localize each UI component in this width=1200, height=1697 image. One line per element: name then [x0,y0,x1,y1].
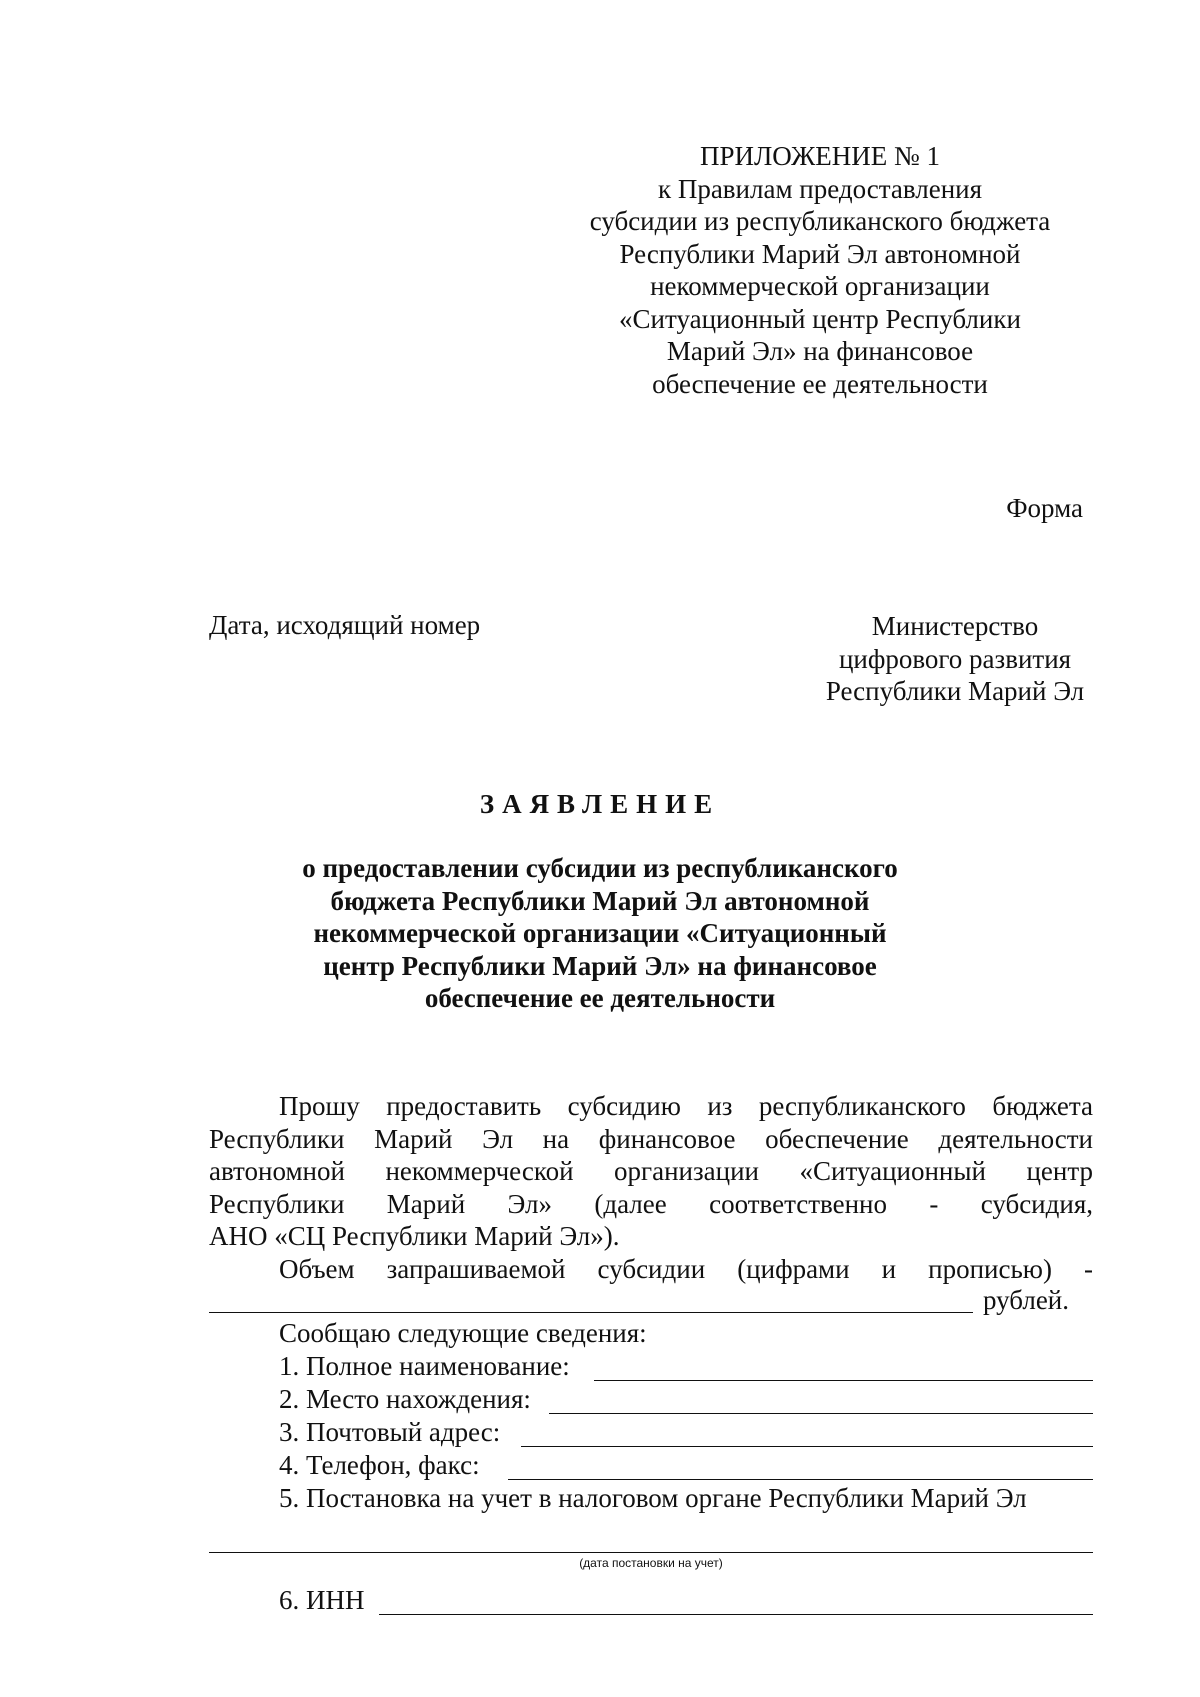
appendix-line: «Ситуационный центр Республики [619,303,1021,334]
tax-registration-caption: (дата постановки на учет) [579,1556,723,1570]
info-intro: Сообщаю следующие сведения: [279,1318,647,1348]
full-name-label: 1. Полное наименование: [279,1351,570,1381]
paragraph-line: АНО «СЦ Республики Марий Эл»). [209,1221,620,1251]
appendix-line: Марий Эл» на финансовое [666,336,974,366]
document-subtitle [300,852,900,1015]
appendix-header [560,140,1080,400]
subtitle-line: бюджета Республики Марий Эл автономной [330,885,870,916]
inn-label: 6. ИНН [279,1585,365,1615]
rubles-label: рублей. [983,1285,1070,1315]
appendix-line: к Правилам предоставления [657,173,983,204]
full-name-field[interactable] [594,1380,1093,1381]
tax-registration-label: 5. Постановка на учет в налоговом органе Республики Марий Эл [279,1483,1027,1513]
appendix-line: обеспечение ее деятельности [652,368,988,399]
phone-fax-field[interactable] [508,1479,1093,1480]
appendix-line: некоммерческой организации [650,271,990,301]
inn-field[interactable] [379,1614,1093,1615]
subsidy-volume-label: Объем запрашиваемой субсидии (цифрами и прописью) - [279,1253,1093,1284]
appendix-number: ПРИЛОЖЕНИЕ № 1 [699,141,941,171]
tax-registration-date-field[interactable] [209,1552,1093,1553]
postal-address-field[interactable] [521,1446,1093,1447]
paragraph-line: Республики Марий Эл на финансовое обеспечение деятельности [209,1123,1093,1154]
subtitle-line: обеспечение ее деятельности [424,983,776,1013]
document-title: ЗАЯВЛЕНИЕ [479,789,721,819]
subtitle-line: о предоставлении субсидии из республиканского [302,853,898,883]
paragraph-line: автономной некоммерческой организации «Ситуационный центр [209,1156,1093,1186]
recipient-line: Республики Марий Эл [825,676,1085,706]
location-label: 2. Место нахождения: [279,1384,531,1414]
recipient-line: цифрового развития [838,643,1072,674]
appendix-line: Республики Марий Эл автономной [619,238,1021,269]
paragraph-line: Республики Марий Эл» (далее соответственно - субсидия, [209,1188,1093,1219]
subtitle-line: центр Республики Марий Эл» на финансовое [323,950,877,981]
request-paragraph [209,1090,1093,1285]
postal-address-label: 3. Почтовый адрес: [279,1417,501,1447]
paragraph-line: Прошу предоставить субсидию из республиканского бюджета [279,1091,1093,1121]
recipient-line: Министерство [871,611,1039,641]
location-field[interactable] [549,1413,1093,1414]
appendix-line: субсидии из республиканского бюджета [589,206,1051,236]
subtitle-line: некоммерческой организации «Ситуационный [313,918,887,948]
form-label: Форма [1006,493,1083,523]
date-outgoing-number-label: Дата, исходящий номер [209,610,481,640]
recipient-block [800,610,1110,708]
phone-fax-label: 4. Телефон, факс: [279,1450,480,1480]
subsidy-amount-field[interactable] [209,1312,973,1313]
